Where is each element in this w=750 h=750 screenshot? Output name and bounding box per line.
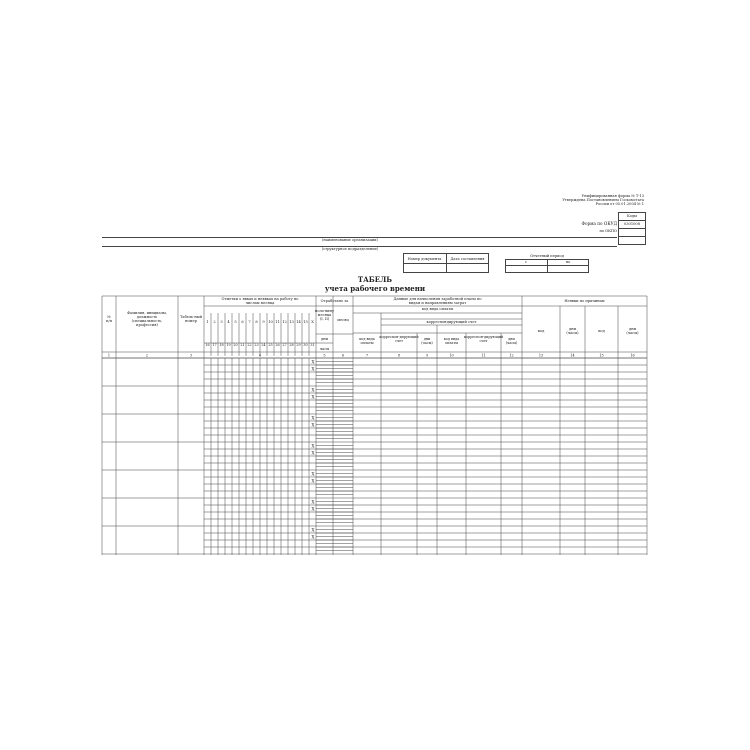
period-to-label: по [565, 260, 571, 264]
column-number: 9 [425, 353, 429, 358]
col-half-header: (I, II) [319, 317, 330, 321]
col-days-header: дни [320, 337, 329, 341]
doc-number-label: Номер документа [407, 257, 442, 261]
day-number-top: 9 [262, 320, 265, 324]
column-number: 10 [449, 353, 454, 358]
form-header-line1: Унифицированная форма № Т-13 [581, 194, 644, 198]
day-number-top: 10 [268, 320, 273, 324]
column-number: 8 [397, 353, 401, 358]
col16-header: дни [628, 327, 637, 331]
day-number-bottom: 30 [303, 343, 308, 347]
col-name-header: профессия) [136, 323, 158, 327]
x-mark: X [311, 388, 315, 394]
day-number-bottom: 26 [275, 343, 280, 347]
page-title: ТАБЕЛЬ [357, 275, 393, 284]
col10-header: оплаты [444, 341, 459, 345]
day-number-bottom: 22 [247, 343, 252, 347]
col-tab-header: номер [185, 319, 197, 323]
column-number: 13 [538, 353, 544, 358]
day-number-top: X [311, 320, 314, 324]
x-mark: X [311, 535, 315, 541]
day-number-bottom: 16 [205, 343, 210, 347]
day-number-top: 6 [241, 320, 244, 324]
col-tab-header: Табель-ный [180, 315, 202, 319]
column-number: 12 [509, 353, 514, 358]
org-caption: (наименование организации) [322, 238, 378, 242]
okud-value: 0301008 [623, 222, 640, 226]
day-number-top: 5 [234, 320, 237, 324]
day-number-top: 14 [296, 320, 301, 324]
col7-header: код вида [359, 337, 375, 341]
doc-date-label: Дата составления [450, 257, 485, 261]
column-number: 4 [258, 353, 262, 358]
okud-label: Форма по ОКУД [581, 221, 617, 226]
day-number-bottom: 28 [289, 343, 294, 347]
col-corr-header: корреспондирующий счет [426, 320, 477, 324]
column-number: 6 [341, 353, 345, 358]
period-from-label: с [524, 260, 527, 264]
col-marks-header: Отметки о явках и неявках на работу по [221, 297, 299, 301]
day-number-bottom: 31 [310, 343, 315, 347]
column-number: 14 [570, 353, 575, 358]
okpo-label: по ОКПО [599, 229, 617, 233]
column-number: 2 [145, 353, 149, 358]
col9-header: дни [423, 337, 431, 341]
x-mark: X [311, 507, 315, 513]
day-number-top: 15 [303, 320, 308, 324]
x-mark: X [311, 500, 315, 506]
column-number: 11 [481, 353, 486, 358]
column-number: 15 [599, 353, 604, 358]
col9-header: (часы) [421, 341, 433, 345]
day-number-top: 2 [213, 320, 216, 324]
day-number-top: 13 [289, 320, 294, 324]
column-number: 7 [365, 353, 369, 358]
col12-header: (часы) [505, 341, 518, 345]
day-number-bottom: 19 [226, 343, 231, 347]
col10-header: код вида [443, 337, 460, 341]
col7-header: оплаты [360, 341, 374, 345]
col8-header: корреспон-дирующий [379, 335, 419, 339]
col-num-header: п/п [105, 319, 113, 323]
col-num-header: № [107, 315, 111, 319]
x-mark: X [311, 528, 315, 534]
col14-header: (часы) [566, 331, 579, 335]
x-mark: X [311, 472, 315, 478]
day-number-top: 3 [220, 320, 223, 324]
day-number-bottom: 21 [240, 343, 245, 347]
col15-header: код [598, 329, 605, 333]
col-hours-header: часы [319, 347, 330, 351]
day-number-bottom: 17 [212, 343, 217, 347]
col-absence-header: Неявки по причинам [564, 299, 605, 303]
col11-header: счет [479, 339, 488, 343]
page-subtitle: учета рабочего времени [324, 284, 426, 293]
column-number: 1 [107, 353, 111, 358]
day-number-top: 11 [275, 320, 280, 324]
day-number-bottom: 25 [268, 343, 273, 347]
x-mark: X [311, 367, 315, 373]
col12-header: дни [508, 337, 515, 341]
codes-header: Коды [626, 214, 638, 218]
x-mark: X [311, 444, 315, 450]
column-number: 16 [630, 353, 635, 358]
day-number-bottom: 18 [219, 343, 224, 347]
day-number-bottom: 27 [282, 343, 287, 347]
x-mark: X [311, 451, 315, 457]
col16-header: (часы) [626, 331, 639, 335]
col-payroll-header: видам и направлениям затрат [408, 301, 467, 305]
form-header-line2: Утверждена Постановлением Госкомстата [562, 198, 644, 202]
day-number-bottom: 23 [254, 343, 259, 347]
col-name-header: Фамилия, инициалы, [127, 311, 167, 315]
x-mark: X [311, 479, 315, 485]
day-number-bottom: 20 [233, 343, 238, 347]
column-number: 5 [323, 353, 326, 358]
day-number-top: 7 [248, 320, 251, 324]
col8-header: счет [394, 339, 404, 343]
col-half-header: поло-вину [314, 309, 335, 313]
day-number-bottom: 29 [296, 343, 301, 347]
x-mark: X [311, 360, 315, 366]
col-name-header: должность [136, 315, 158, 319]
day-number-top: 12 [282, 320, 287, 324]
x-mark: X [311, 423, 315, 429]
day-number-top: 4 [227, 320, 230, 324]
col-paycode-header: код вида оплаты [421, 307, 454, 311]
col11-header: корреспон-дирующий [463, 335, 504, 339]
period-label: Отчетный период [530, 254, 564, 258]
col13-header: код [537, 329, 545, 333]
col-worked-header: Отработано за [320, 299, 349, 303]
col-name-header: (специальность, [131, 319, 163, 323]
col14-header: дни [568, 327, 577, 331]
form-header-line3: России от 05.01.2004 № 1 [595, 202, 644, 206]
col-payroll-header: Данные для начисления заработной платы по [393, 297, 482, 301]
column-number: 3 [189, 353, 193, 358]
col-marks-header: числам месяца [245, 301, 275, 305]
col-month-header: месяц [337, 318, 349, 322]
dept-caption: (структурное подразделение) [321, 247, 379, 251]
x-mark: X [311, 416, 315, 422]
day-number-top: 8 [255, 320, 258, 324]
day-number-top: 1 [206, 320, 209, 324]
x-mark: X [311, 395, 315, 401]
col-half-header: месяца [317, 313, 332, 317]
day-number-bottom: 24 [261, 343, 266, 347]
